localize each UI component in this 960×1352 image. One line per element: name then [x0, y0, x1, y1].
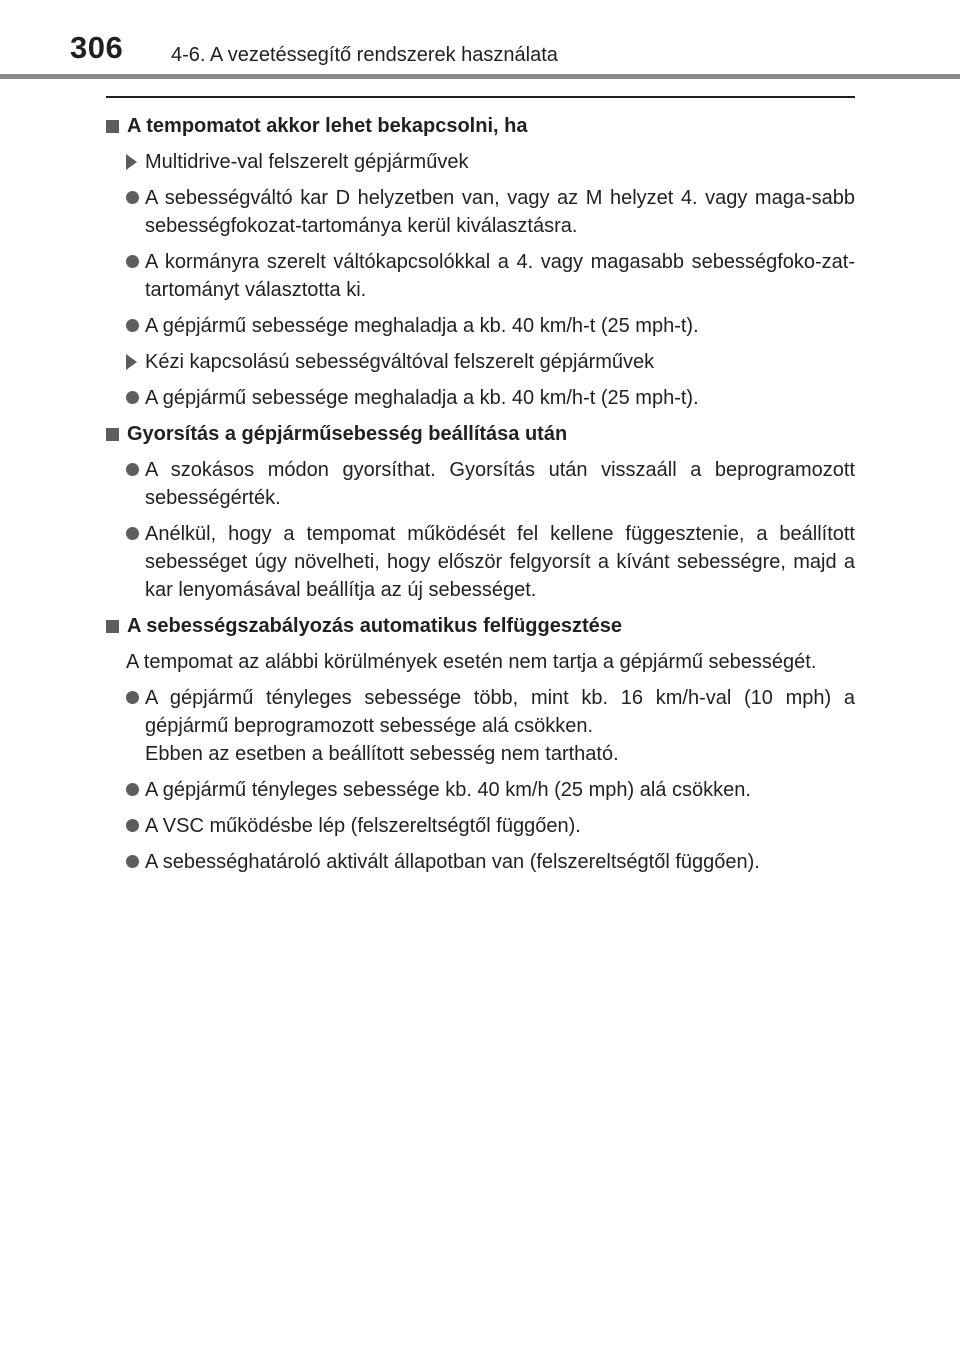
circle-bullet-icon — [126, 255, 139, 268]
circle-bullet-icon — [126, 191, 139, 204]
list-item — [126, 684, 855, 768]
content-rule — [106, 96, 855, 98]
circle-bullet-icon — [126, 463, 139, 476]
circle-bullet-icon — [126, 319, 139, 332]
subheading — [126, 348, 855, 376]
list-item — [126, 456, 855, 512]
circle-bullet-icon — [126, 783, 139, 796]
triangle-bullet-icon — [126, 154, 137, 170]
list-item-text: A gépjármű sebessége meghaladja a kb. 40 km/h-t (25 mph-t). — [145, 315, 699, 337]
circle-bullet-icon — [126, 855, 139, 868]
list-item — [126, 248, 855, 304]
list-item — [126, 848, 855, 876]
list-item-text: A gépjármű sebessége meghaladja a kb. 40 km/h-t (25 mph-t). — [145, 387, 699, 409]
page-content — [106, 112, 855, 884]
list-item-text: A kormányra szerelt váltókapcsolókkal a 4. vagy magasabb sebességfoko-zat-tartományt választotta ki. — [145, 251, 855, 301]
subheading-text: Kézi kapcsolású sebességváltóval felszerelt gépjárművek — [145, 351, 655, 373]
header-rule — [0, 74, 960, 79]
list-item-text: Anélkül, hogy a tempomat működését fel kellene függesztenie, a beállított sebességet úgy növelheti, hogy először felgyorsít a kívánt sebességre, majd a kar lenyomásával beállítja az új sebességet. — [145, 523, 855, 601]
triangle-bullet-icon — [126, 354, 137, 370]
list-item-text: A sebességhatároló aktivált állapotban van (felszereltségtől függően). — [145, 851, 760, 873]
list-item — [126, 776, 855, 804]
list-item-text: A szokásos módon gyorsíthat. Gyorsítás után visszaáll a beprogramozott sebességérték. — [145, 459, 855, 509]
square-bullet-icon — [106, 120, 119, 133]
list-item-text: A gépjármű tényleges sebessége kb. 40 km/h (25 mph) alá csökken. — [145, 779, 751, 801]
section-heading — [106, 112, 855, 140]
list-item-body — [145, 684, 855, 768]
list-item-note: Ebben az esetben a beállított sebesség nem tartható. — [145, 743, 619, 765]
circle-bullet-icon — [126, 527, 139, 540]
page-header — [0, 0, 960, 80]
circle-bullet-icon — [126, 391, 139, 404]
section-intro: A tempomat az alábbi körülmények esetén nem tartja a gépjármű sebességét. — [126, 651, 817, 673]
square-bullet-icon — [106, 428, 119, 441]
page-number: 306 — [70, 30, 124, 65]
circle-bullet-icon — [126, 691, 139, 704]
square-bullet-icon — [106, 620, 119, 633]
chapter-title: 4-6. A vezetéssegítő rendszerek használata — [171, 44, 558, 66]
list-item-text: A gépjármű tényleges sebessége több, mint kb. 16 km/h-val (10 mph) a gépjármű beprogramozott sebessége alá csökken. — [145, 687, 855, 737]
subheading-text: Multidrive-val felszerelt gépjárművek — [145, 151, 469, 173]
list-item — [126, 812, 855, 840]
subheading — [126, 148, 855, 176]
section-title: A tempomatot akkor lehet bekapcsolni, ha — [127, 115, 528, 137]
list-item — [126, 384, 855, 412]
section-title: A sebességszabályozás automatikus felfüggesztése — [127, 615, 622, 637]
list-item — [126, 312, 855, 340]
section-title: Gyorsítás a gépjárműsebesség beállítása után — [127, 423, 568, 445]
circle-bullet-icon — [126, 819, 139, 832]
list-item-text: A VSC működésbe lép (felszereltségtől függően). — [145, 815, 581, 837]
list-item — [126, 520, 855, 604]
list-item-text: A sebességváltó kar D helyzetben van, vagy az M helyzet 4. vagy maga-sabb sebességfokozat-tartománya kerül kiválasztásra. — [145, 187, 855, 237]
section-heading — [106, 612, 855, 640]
section-heading — [106, 420, 855, 448]
list-item — [126, 184, 855, 240]
